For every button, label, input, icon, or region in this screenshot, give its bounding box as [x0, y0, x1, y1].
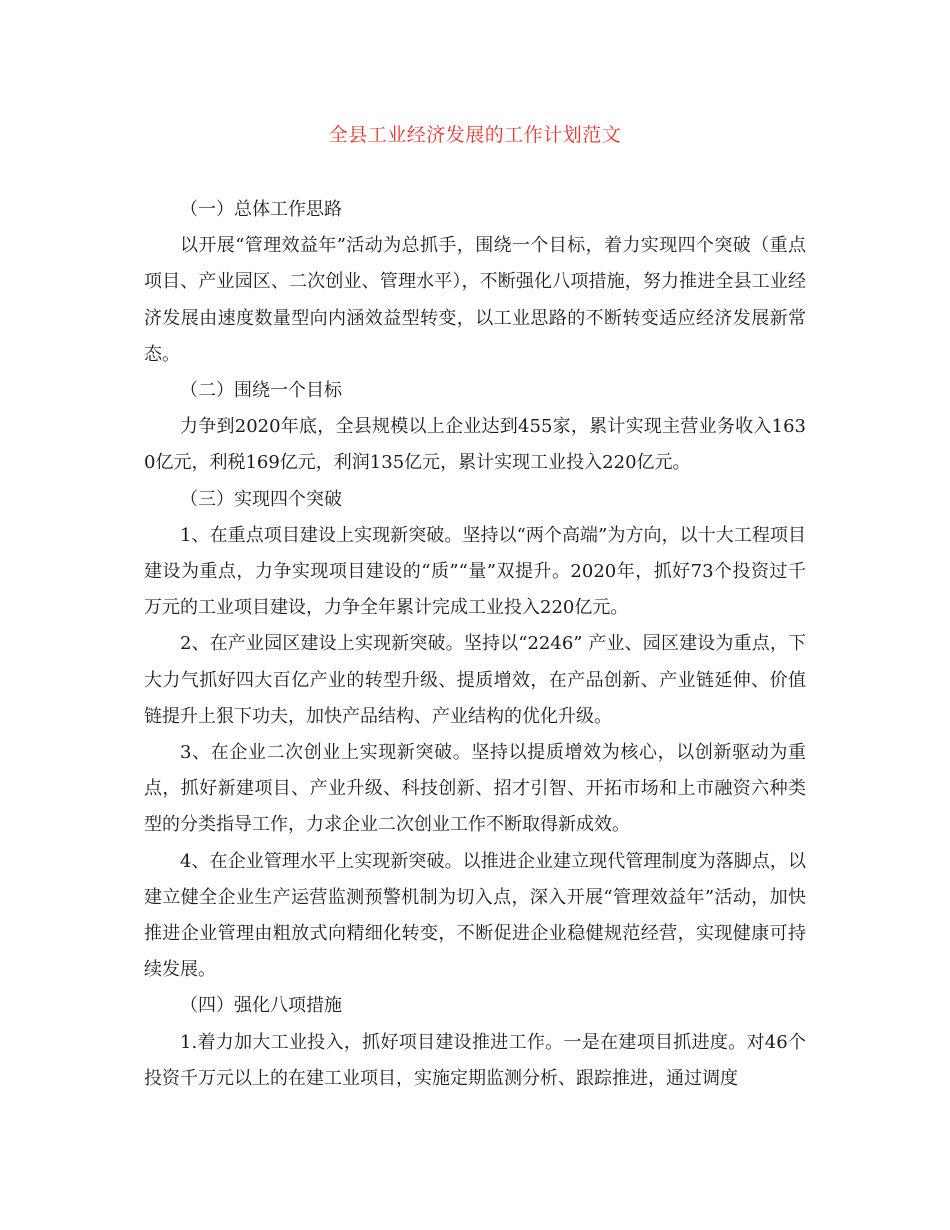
section-heading-3: （三）实现四个突破 [180, 488, 342, 510]
paragraph-breakthrough-3: 3、在企业二次创业上实现新突破。坚持以提质增效为核心，以创新驱动为重点，抓好新建项目、产业升级、科技创新、招才引智、开拓市场和上市融资六种类型的分类指导工作，力求企业二次创业工作不断取得新成效。 [144, 742, 806, 836]
document-body [144, 192, 806, 1097]
section-heading-2: （二）围绕一个目标 [180, 380, 342, 402]
paragraph-breakthrough-1: 1、在重点项目建设上实现新突破。坚持以“两个高端”为方向，以十大工程项目建设为重点，力争实现项目建设的“质”“量”双提升。2020年，抓好73个投资过千万元的工业项目建设，力争全年累计完成工业投入220亿元。 [144, 524, 806, 619]
paragraph-measure-1: 1.着力加大工业投入，抓好项目建设推进工作。一是在建项目抓进度。对46个投资千万元以上的在建工业项目，实施定期监测分析、跟踪推进，通过调度 [144, 1031, 806, 1089]
paragraph-breakthrough-4: 4、在企业管理水平上实现新突破。以推进企业建立现代管理制度为落脚点，以建立健全企业生产运营监测预警机制为切入点，深入开展“管理效益年”活动，加快推进企业管理由粗放式向精细化转变，不断促进企业稳健规范经营，实现健康可持续发展。 [144, 850, 806, 981]
paragraph-target: 力争到2020年底，全县规模以上企业达到455家，累计实现主营业务收入1630亿元，利税169亿元，利润135亿元，累计实现工业投入220亿元。 [144, 416, 806, 474]
paragraph-overall-approach: 以开展“管理效益年”活动为总抓手，围绕一个目标，着力实现四个突破（重点项目、产业园区、二次创业、管理水平），不断强化八项措施，努力推进全县工业经济发展由速度数量型向内涵效益型转变，以工业思路的不断转变适应经济发展新常态。 [144, 235, 806, 365]
document-title: 全县工业经济发展的工作计划范文 [328, 124, 622, 146]
paragraph-breakthrough-2: 2、在产业园区建设上实现新突破。坚持以“2246” 产业、园区建设为重点，下大力气抓好四大百亿产业的转型升级、提质增效，在产品创新、产业链延伸、价值链提升上狠下功夫，加快产品结构、产业结构的优化升级。 [144, 633, 806, 727]
section-heading-4: （四）强化八项措施 [180, 995, 342, 1017]
section-heading-1: （一）总体工作思路 [180, 199, 342, 220]
